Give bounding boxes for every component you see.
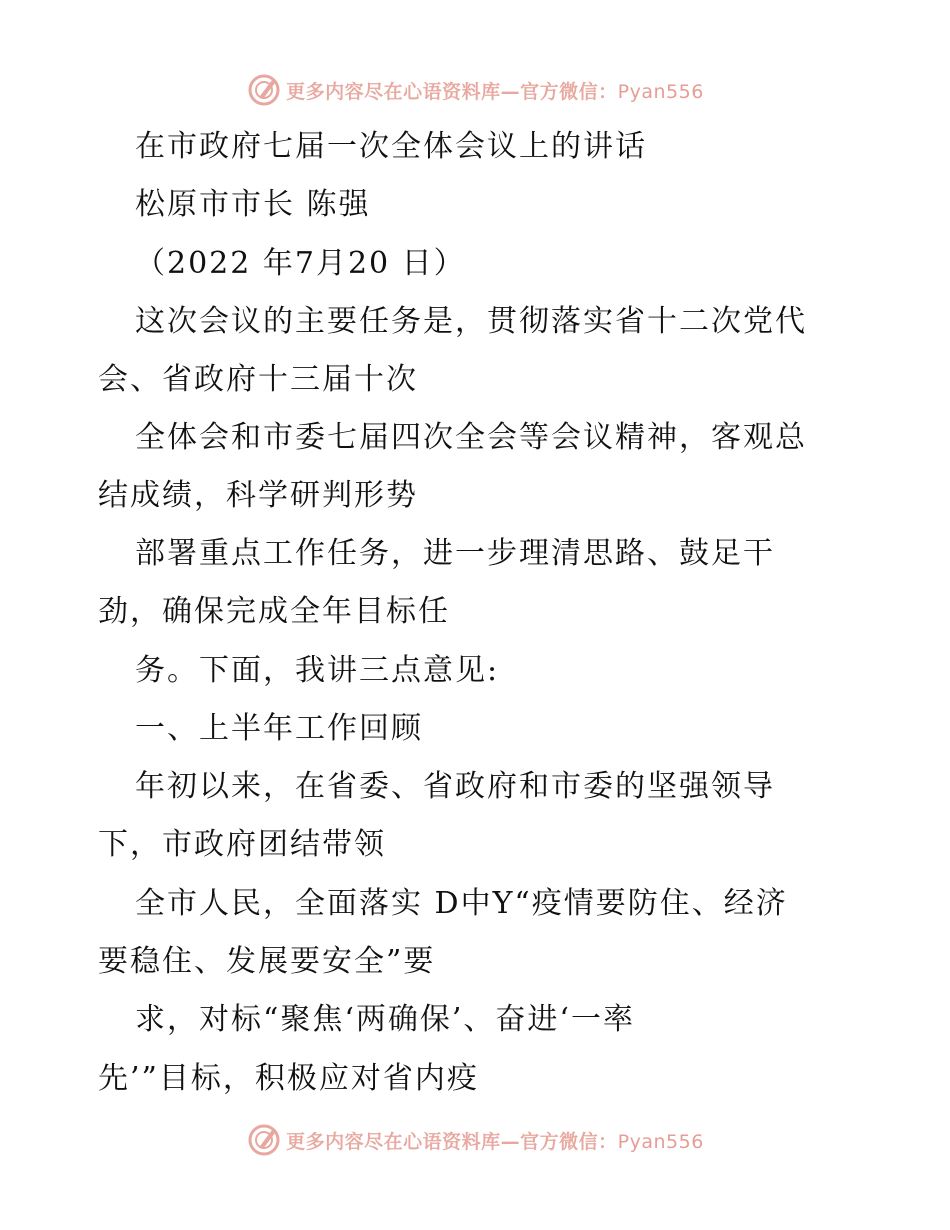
- brand-logo-icon: [246, 72, 282, 108]
- text-line: 全体会和市委七届四次全会等会议精神，客观总: [135, 420, 807, 455]
- text-line: 这次会议的主要任务是，贯彻落实省十二次党代: [135, 304, 807, 339]
- text-line: 务。下面，我讲三点意见:: [135, 653, 500, 688]
- section-heading: 一、上半年工作回顾: [135, 711, 423, 746]
- text-line: 劲，确保完成全年目标任: [98, 594, 450, 629]
- speech-title: 在市政府七届一次全体会议上的讲话: [135, 129, 647, 164]
- watermark-banner-bottom: [0, 1120, 950, 1160]
- brand-logo-icon: [246, 1122, 282, 1158]
- date-line: （2022 年7月20 日）: [135, 246, 466, 281]
- text-line: 会、省政府十三届十次: [98, 362, 418, 397]
- text-line: 部署重点工作任务，进一步理清思路、鼓足干: [135, 536, 775, 571]
- text-line: 求，对标“聚焦‘两确保’、奋进‘一率: [135, 1002, 635, 1037]
- watermark-handle: Pyan556: [617, 80, 704, 103]
- text-line: 结成绩，科学研判形势: [98, 478, 418, 513]
- text-line: 下，市政府团结带领: [98, 827, 386, 862]
- text-line: 先’”目标，积极应对省内疫: [98, 1061, 479, 1096]
- watermark-text: 更多内容尽在心语资料库—官方微信：Pyan556: [286, 1130, 704, 1153]
- watermark-banner-top: [0, 70, 950, 110]
- watermark-handle: Pyan556: [617, 1130, 704, 1153]
- speaker-line: 松原市市长 陈强: [135, 187, 371, 222]
- text-line: 全市人民，全面落实 D中Y“疫情要防住、经济: [135, 886, 788, 921]
- text-line: 年初以来，在省委、省政府和市委的坚强领导: [135, 769, 775, 804]
- text-line: 要稳住、发展要安全”要: [98, 944, 436, 979]
- watermark-text: 更多内容尽在心语资料库—官方微信：Pyan556: [286, 80, 704, 103]
